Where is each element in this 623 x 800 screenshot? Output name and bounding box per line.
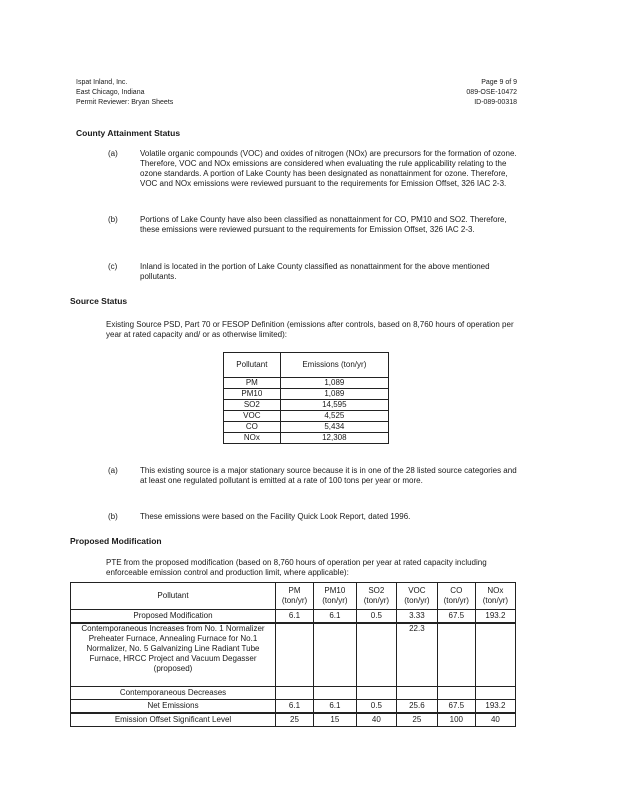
table-row [224, 422, 389, 433]
source-status-item-a [108, 466, 518, 500]
header-permit-number: 089-OSE-10472 [466, 89, 517, 96]
value-cell [313, 687, 356, 700]
value-cell [276, 623, 314, 687]
item-text: These emissions were based on the Facility Quick Look Report, dated 1996. [140, 512, 411, 521]
header-cell: CO (ton/yr) [437, 583, 475, 610]
value-cell: 100 [437, 713, 475, 727]
table-row [224, 433, 389, 444]
value-cell: 6.1 [276, 610, 314, 624]
proposed-modification-table [70, 582, 516, 727]
table-row [71, 610, 516, 624]
emissions-cell: 1,089 [280, 378, 388, 389]
row-label-cell: Emission Offset Significant Level [71, 713, 276, 727]
value-cell: 40 [356, 713, 396, 727]
pollutant-cell: NOx [224, 433, 281, 444]
attainment-item-c [108, 262, 518, 284]
header-cell: SO2 (ton/yr) [356, 583, 396, 610]
emissions-cell: 14,595 [280, 400, 388, 411]
table-row [224, 378, 389, 389]
value-cell: 0.5 [356, 610, 396, 624]
pollutant-cell: PM [224, 378, 281, 389]
header-plant-id: ID-089-00318 [474, 99, 517, 106]
value-cell [356, 687, 396, 700]
value-cell: 6.1 [276, 700, 314, 714]
value-cell [437, 623, 475, 687]
header-right [466, 78, 517, 108]
value-cell: 193.2 [475, 700, 515, 714]
value-cell [276, 687, 314, 700]
table-row [71, 623, 516, 687]
item-label: (a) [108, 149, 118, 158]
table-header-row [224, 353, 389, 378]
attainment-item-b [108, 215, 518, 249]
header-reviewer: Permit Reviewer: Bryan Sheets [76, 99, 174, 106]
item-label: (c) [108, 262, 118, 271]
emissions-cell: 4,525 [280, 411, 388, 422]
header-cell: VOC (ton/yr) [396, 583, 437, 610]
header-company: Ispat Inland, Inc. [76, 79, 128, 86]
emissions-cell: 1,089 [280, 389, 388, 400]
header-cell: NOx (ton/yr) [475, 583, 515, 610]
proposed-intro: PTE from the proposed modification (based on 8,760 hours of operation per year at rated capacity including enforceable emission control and production limit, where applicable): [106, 558, 487, 577]
attainment-title: County Attainment Status [76, 128, 181, 138]
emissions-cell: 5,434 [280, 422, 388, 433]
row-label-cell: Net Emissions [71, 700, 276, 714]
header-cell: PM (ton/yr) [276, 583, 314, 610]
pollutant-cell: CO [224, 422, 281, 433]
item-text: This existing source is a major stationary source because it is in one of the 28 listed source categories and at least one regulated pollutant is emitted at a rate of 100 tons per year or more. [140, 466, 517, 485]
source-status-intro: Existing Source PSD, Part 70 or FESOP Definition (emissions after controls, based on 8,760 hours of operation per year at rated capacity and/ or as otherwise limited): [106, 320, 514, 339]
value-cell [313, 623, 356, 687]
item-text: Volatile organic compounds (VOC) and oxides of nitrogen (NOx) are precursors for the formation of ozone. Therefore, VOC and NOx emissions are considered when evaluating the rule applicability relating to the ozone standards. A portion of Lake County has been designated as nonattainment for ozone. Therefore, VOC and NOx emissions were reviewed pursuant to the requirements for Emission Offset, 326 IAC 2-3. [140, 149, 517, 188]
item-text: Portions of Lake County have also been classified as nonattainment for CO, PM10 and SO2. Therefore, these emissions were reviewed pursuant to the requirements for Emission Offset, 326 IAC 2-3. [140, 215, 507, 234]
emissions-cell: 12,308 [280, 433, 388, 444]
pollutant-cell: VOC [224, 411, 281, 422]
item-label: (b) [108, 512, 118, 521]
header-page-number: Page 9 of 9 [481, 79, 517, 86]
value-cell: 15 [313, 713, 356, 727]
item-label: (a) [108, 466, 118, 475]
source-status-title: Source Status [70, 296, 128, 306]
value-cell: 0.5 [356, 700, 396, 714]
table-row [224, 411, 389, 422]
header-cell: Emissions (ton/yr) [280, 353, 388, 378]
value-cell [475, 623, 515, 687]
value-cell [396, 687, 437, 700]
source-status-item-b [108, 512, 518, 524]
value-cell: 3.33 [396, 610, 437, 624]
value-cell: 22.3 [396, 623, 437, 687]
value-cell: 25 [396, 713, 437, 727]
value-cell: 67.5 [437, 700, 475, 714]
header-location: East Chicago, Indiana [76, 89, 145, 96]
row-label-cell: Contemporaneous Decreases [71, 687, 276, 700]
existing-emissions-table [223, 352, 389, 444]
item-text: Inland is located in the portion of Lake County classified as nonattainment for the above mentioned pollutants. [140, 262, 490, 281]
table-row [224, 400, 389, 411]
value-cell: 40 [475, 713, 515, 727]
value-cell: 67.5 [437, 610, 475, 624]
attainment-item-a [108, 149, 518, 205]
pollutant-cell: SO2 [224, 400, 281, 411]
table-header-row [71, 583, 516, 610]
value-cell: 25.6 [396, 700, 437, 714]
table-row [71, 700, 516, 714]
header-left [76, 78, 173, 108]
table-row [71, 713, 516, 727]
header-cell: PM10 (ton/yr) [313, 583, 356, 610]
value-cell [437, 687, 475, 700]
pollutant-cell: PM10 [224, 389, 281, 400]
proposed-modification-title: Proposed Modification [70, 536, 162, 546]
value-cell: 6.1 [313, 700, 356, 714]
value-cell [475, 687, 515, 700]
value-cell: 193.2 [475, 610, 515, 624]
table-row [71, 687, 516, 700]
table-row [224, 389, 389, 400]
row-label-cell: Proposed Modification [71, 610, 276, 624]
row-label-cell: Contemporaneous Increases from No. 1 Normalizer Preheater Furnace, Annealing Furnace for No.1 Normalizer, No. 5 Galvanizing Line Radiant Tube Furnace, HRCC Project and Vacuum Degasser (proposed) [71, 623, 276, 687]
header-cell: Pollutant [71, 583, 276, 610]
value-cell [356, 623, 396, 687]
value-cell: 6.1 [313, 610, 356, 624]
item-label: (b) [108, 215, 118, 224]
value-cell: 25 [276, 713, 314, 727]
header-cell: Pollutant [224, 353, 281, 378]
